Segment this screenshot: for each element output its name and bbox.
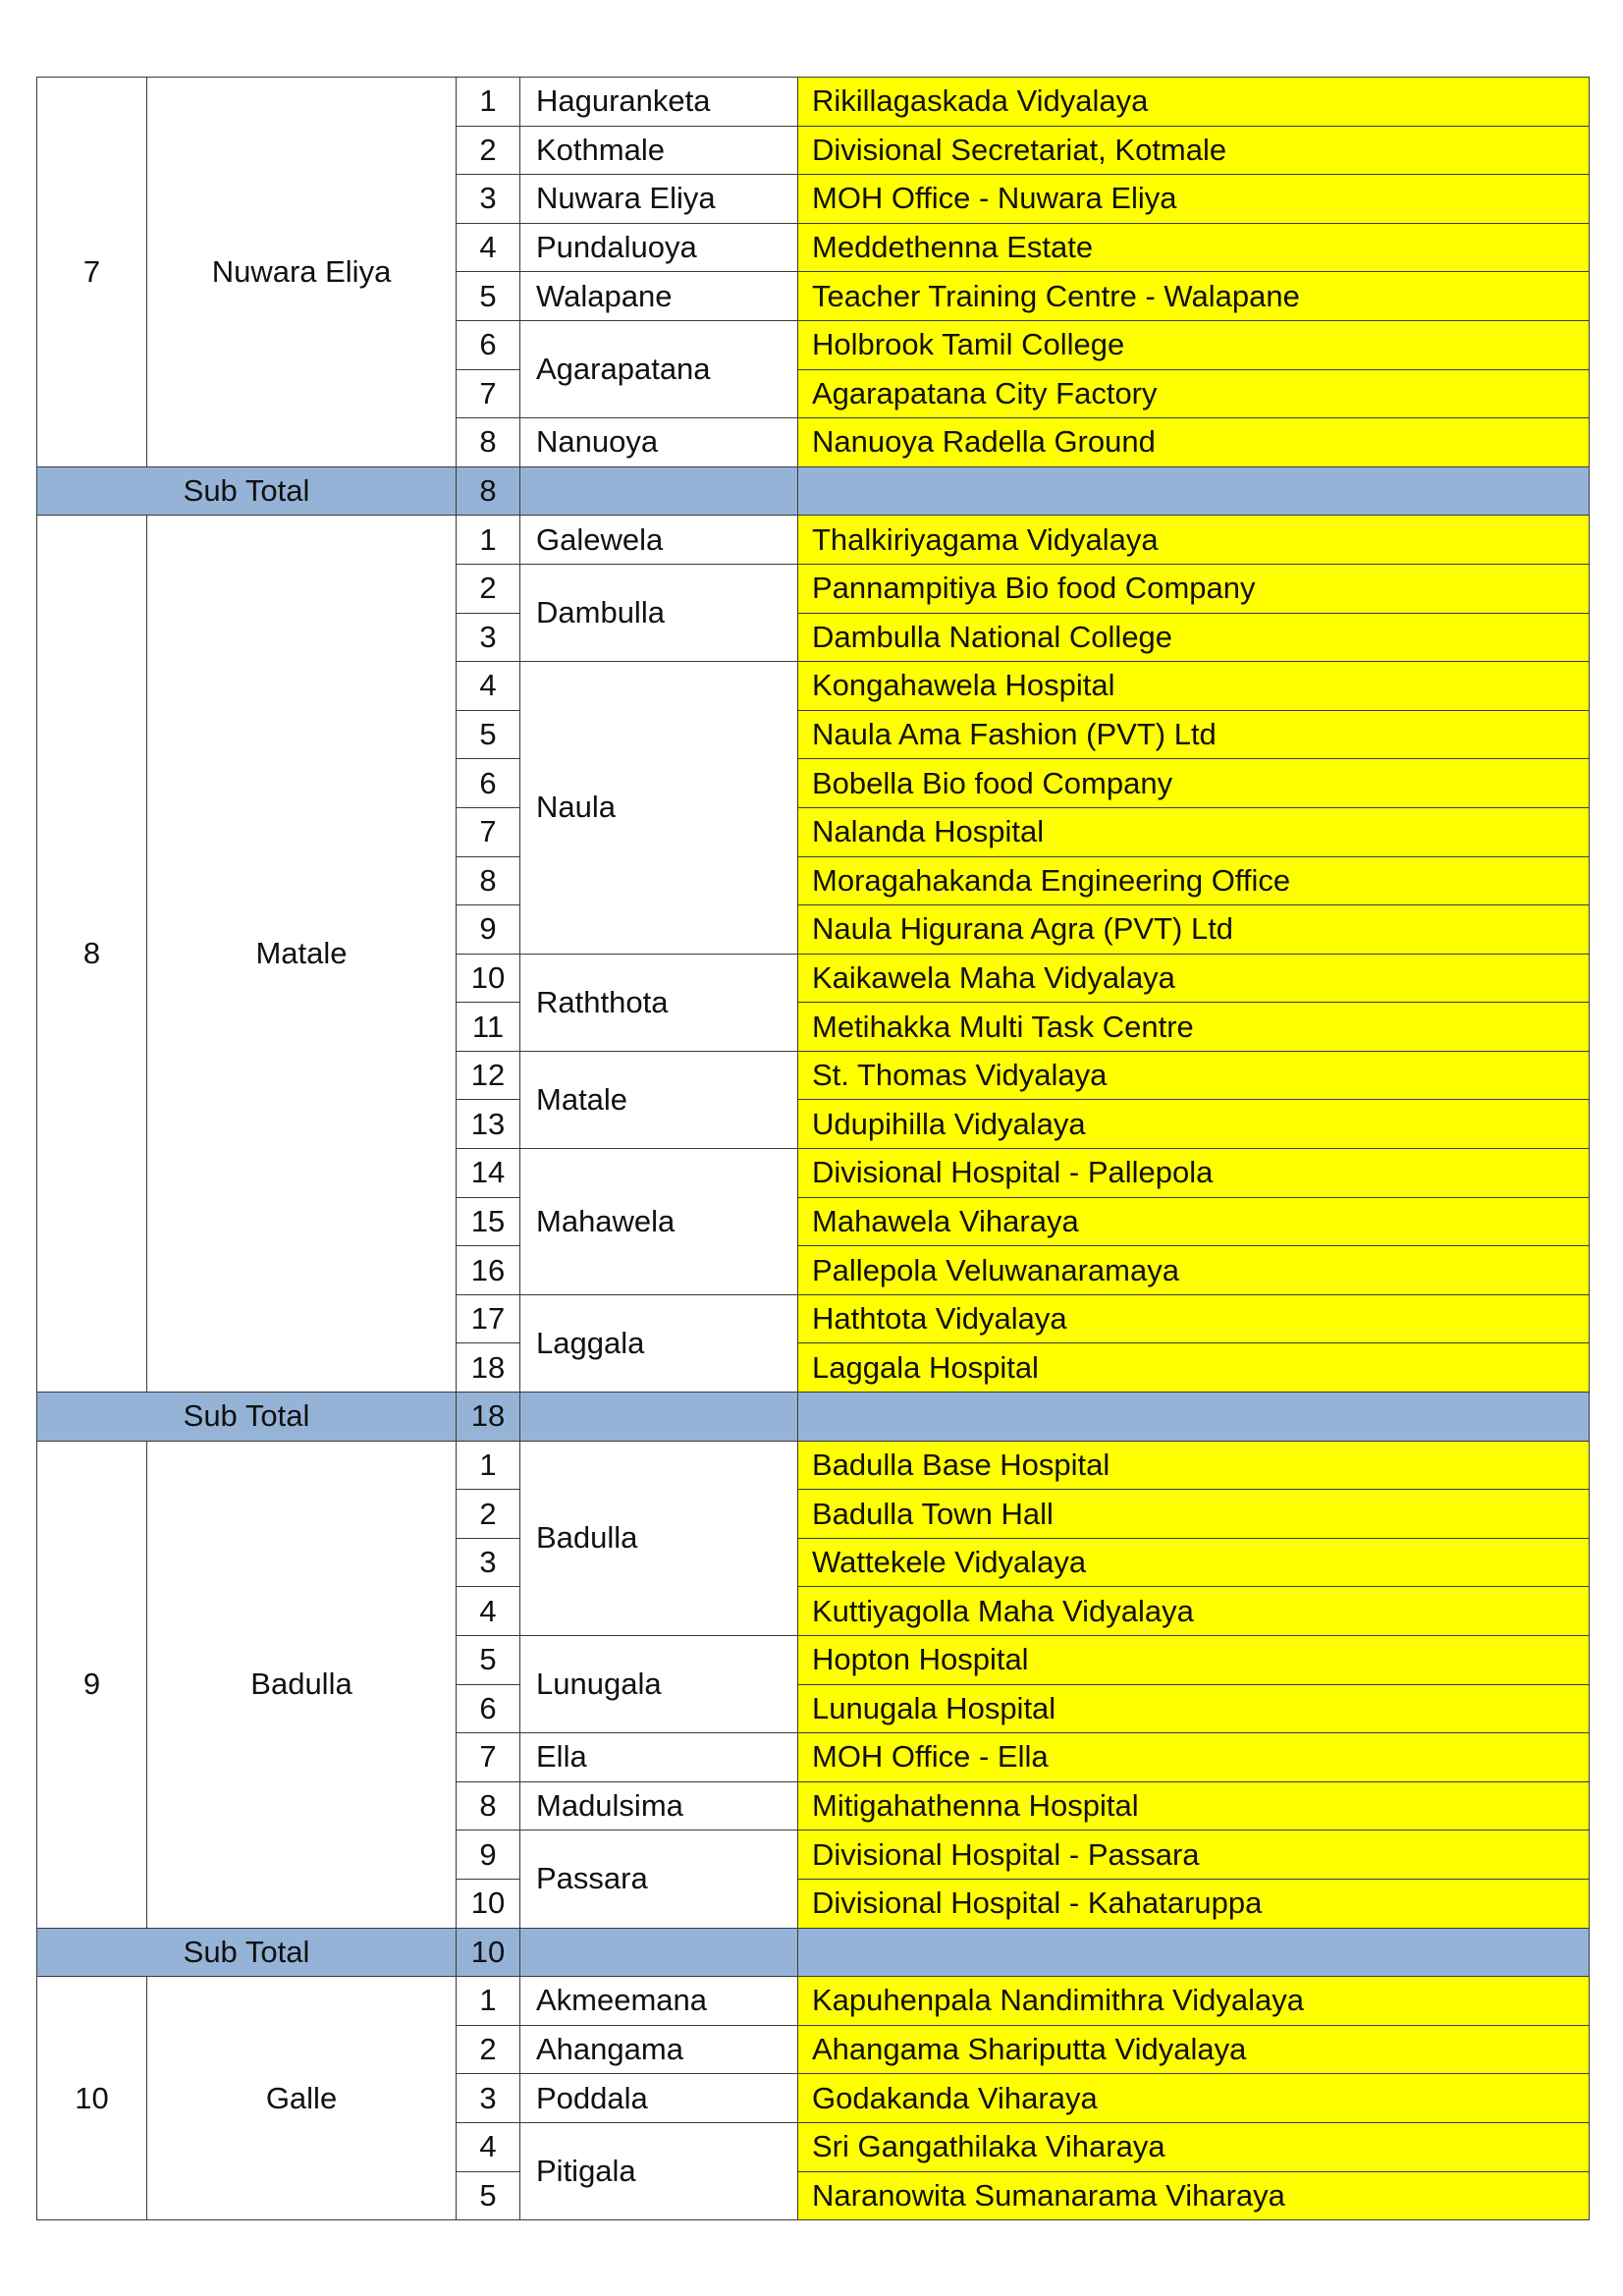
table-row: [37, 1977, 1590, 2026]
centre-location: Mitigahathenna Hospital: [798, 1781, 1590, 1831]
division-name: Lunugala: [520, 1636, 798, 1733]
centre-location: Sri Gangathilaka Viharaya: [798, 2122, 1590, 2171]
centre-location: Hopton Hospital: [798, 1636, 1590, 1685]
sub-total-empty: [520, 466, 798, 516]
centre-number: 6: [457, 759, 520, 808]
centre-location: Badulla Base Hospital: [798, 1441, 1590, 1490]
centre-number: 6: [457, 1684, 520, 1733]
sub-total-label: Sub Total: [37, 466, 457, 516]
sub-total-empty: [798, 1393, 1590, 1442]
sub-total-label: Sub Total: [37, 1928, 457, 1977]
centre-number: 6: [457, 320, 520, 369]
centre-number: 7: [457, 807, 520, 856]
sub-total-row: [37, 1928, 1590, 1977]
sub-total-row: [37, 1393, 1590, 1442]
centre-number: 11: [457, 1003, 520, 1052]
district-name: Matale: [147, 516, 457, 1393]
centre-location: Kuttiyagolla Maha Vidyalaya: [798, 1587, 1590, 1636]
division-name: Madulsima: [520, 1781, 798, 1831]
district-number: 7: [37, 78, 147, 467]
centre-location: Agarapatana City Factory: [798, 369, 1590, 418]
centre-number: 7: [457, 1733, 520, 1782]
centre-number: 17: [457, 1294, 520, 1343]
district-name: Nuwara Eliya: [147, 78, 457, 467]
centre-location: Naranowita Sumanarama Viharaya: [798, 2171, 1590, 2220]
table-row: [37, 1441, 1590, 1490]
centre-location: Kongahawela Hospital: [798, 662, 1590, 711]
division-name: Akmeemana: [520, 1977, 798, 2026]
division-name: Agarapatana: [520, 320, 798, 417]
division-name: Walapane: [520, 272, 798, 321]
division-name: Matale: [520, 1051, 798, 1148]
centre-number: 1: [457, 1441, 520, 1490]
centres-table-page: [36, 77, 1589, 2220]
sub-total-empty: [520, 1928, 798, 1977]
centre-location: Kapuhenpala Nandimithra Vidyalaya: [798, 1977, 1590, 2026]
centre-number: 2: [457, 1490, 520, 1539]
centre-number: 12: [457, 1051, 520, 1100]
centre-number: 4: [457, 1587, 520, 1636]
centre-location: Kaikawela Maha Vidyalaya: [798, 954, 1590, 1003]
district-name: Badulla: [147, 1441, 457, 1928]
centres-table-body: [37, 78, 1590, 2220]
centre-location: Pallepola Veluwanaramaya: [798, 1246, 1590, 1295]
centre-location: Bobella Bio food Company: [798, 759, 1590, 808]
centre-number: 18: [457, 1343, 520, 1393]
sub-total-label: Sub Total: [37, 1393, 457, 1442]
centre-location: St. Thomas Vidyalaya: [798, 1051, 1590, 1100]
centre-number: 3: [457, 2074, 520, 2123]
division-name: Ahangama: [520, 2025, 798, 2074]
centre-location: Holbrook Tamil College: [798, 320, 1590, 369]
division-name: Dambulla: [520, 564, 798, 661]
sub-total-count: 18: [457, 1393, 520, 1442]
centre-number: 3: [457, 613, 520, 662]
centre-number: 3: [457, 1538, 520, 1587]
sub-total-count: 8: [457, 466, 520, 516]
centres-table: [36, 77, 1590, 2220]
centre-location: Naula Ama Fashion (PVT) Ltd: [798, 710, 1590, 759]
centre-location: Rikillagaskada Vidyalaya: [798, 78, 1590, 127]
centre-location: Nalanda Hospital: [798, 807, 1590, 856]
centre-number: 5: [457, 1636, 520, 1685]
centre-location: Teacher Training Centre - Walapane: [798, 272, 1590, 321]
division-name: Galewela: [520, 516, 798, 565]
centre-location: Meddethenna Estate: [798, 223, 1590, 272]
centre-location: Laggala Hospital: [798, 1343, 1590, 1393]
table-row: [37, 516, 1590, 565]
centre-number: 8: [457, 418, 520, 467]
district-number: 10: [37, 1977, 147, 2220]
centre-number: 14: [457, 1149, 520, 1198]
centre-number: 9: [457, 905, 520, 955]
division-name: Passara: [520, 1831, 798, 1928]
centre-location: Divisional Hospital - Kahataruppa: [798, 1879, 1590, 1928]
division-name: Haguranketa: [520, 78, 798, 127]
centre-number: 3: [457, 175, 520, 224]
centre-number: 2: [457, 126, 520, 175]
centre-location: Ahangama Shariputta Vidyalaya: [798, 2025, 1590, 2074]
division-name: Raththota: [520, 954, 798, 1051]
centre-number: 5: [457, 710, 520, 759]
division-name: Pundaluoya: [520, 223, 798, 272]
sub-total-empty: [520, 1393, 798, 1442]
centre-location: Dambulla National College: [798, 613, 1590, 662]
centre-number: 15: [457, 1197, 520, 1246]
centre-number: 4: [457, 2122, 520, 2171]
centre-location: MOH Office - Nuwara Eliya: [798, 175, 1590, 224]
district-number: 8: [37, 516, 147, 1393]
centre-location: Wattekele Vidyalaya: [798, 1538, 1590, 1587]
centre-location: Udupihilla Vidyalaya: [798, 1100, 1590, 1149]
division-name: Badulla: [520, 1441, 798, 1635]
district-number: 9: [37, 1441, 147, 1928]
centre-number: 8: [457, 856, 520, 905]
centre-location: Badulla Town Hall: [798, 1490, 1590, 1539]
centre-location: Pannampitiya Bio food Company: [798, 564, 1590, 613]
centre-number: 1: [457, 1977, 520, 2026]
sub-total-empty: [798, 466, 1590, 516]
division-name: Ella: [520, 1733, 798, 1782]
centre-number: 4: [457, 223, 520, 272]
division-name: Mahawela: [520, 1149, 798, 1295]
district-name: Galle: [147, 1977, 457, 2220]
centre-number: 16: [457, 1246, 520, 1295]
centre-number: 7: [457, 369, 520, 418]
centre-location: Metihakka Multi Task Centre: [798, 1003, 1590, 1052]
centre-location: MOH Office - Ella: [798, 1733, 1590, 1782]
centre-location: Nanuoya Radella Ground: [798, 418, 1590, 467]
centre-number: 5: [457, 2171, 520, 2220]
centre-number: 1: [457, 516, 520, 565]
sub-total-row: [37, 466, 1590, 516]
centre-number: 2: [457, 2025, 520, 2074]
centre-location: Divisional Hospital - Passara: [798, 1831, 1590, 1880]
division-name: Pitigala: [520, 2122, 798, 2219]
centre-location: Mahawela Viharaya: [798, 1197, 1590, 1246]
centre-location: Moragahakanda Engineering Office: [798, 856, 1590, 905]
sub-total-empty: [798, 1928, 1590, 1977]
centre-number: 8: [457, 1781, 520, 1831]
centre-location: Godakanda Viharaya: [798, 2074, 1590, 2123]
centre-location: Hathtota Vidyalaya: [798, 1294, 1590, 1343]
division-name: Nuwara Eliya: [520, 175, 798, 224]
centre-number: 2: [457, 564, 520, 613]
centre-number: 4: [457, 662, 520, 711]
centre-number: 9: [457, 1831, 520, 1880]
centre-location: Divisional Secretariat, Kotmale: [798, 126, 1590, 175]
table-row: [37, 78, 1590, 127]
division-name: Laggala: [520, 1294, 798, 1392]
division-name: Kothmale: [520, 126, 798, 175]
centre-location: Divisional Hospital - Pallepola: [798, 1149, 1590, 1198]
centre-number: 13: [457, 1100, 520, 1149]
division-name: Poddala: [520, 2074, 798, 2123]
division-name: Nanuoya: [520, 418, 798, 467]
centre-location: Thalkiriyagama Vidyalaya: [798, 516, 1590, 565]
centre-number: 10: [457, 954, 520, 1003]
centre-location: Naula Higurana Agra (PVT) Ltd: [798, 905, 1590, 955]
centre-number: 1: [457, 78, 520, 127]
centre-number: 10: [457, 1879, 520, 1928]
sub-total-count: 10: [457, 1928, 520, 1977]
centre-number: 5: [457, 272, 520, 321]
centre-location: Lunugala Hospital: [798, 1684, 1590, 1733]
division-name: Naula: [520, 662, 798, 955]
